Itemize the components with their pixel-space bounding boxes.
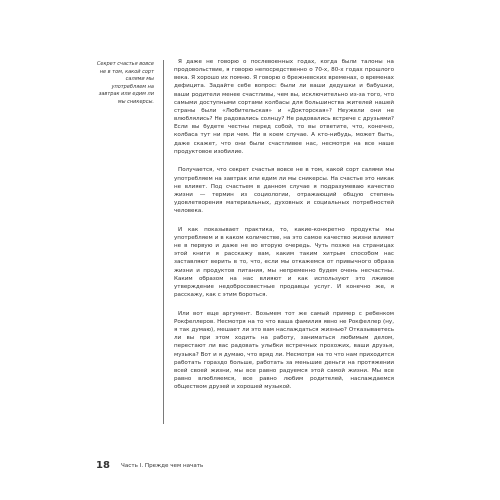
margin-quote: Секрет счастья вовсе не в том, какой сорт салями мы употребляем на завтрак или едим ли мы сникерсы. [96,61,154,105]
main-text [174,58,394,402]
paragraph: И как показывает практика, то, какие-конкретно продукты мы употребляем и в каком количестве, на это самое качество жизни влияет не в первую и даже не во вторую очередь. Чуть позже на страницах этой книги я расскажу вам, каким таким хитрым способом нас заставляют верить в то, что, если мы откажемся от привычного образа жизни и продуктов питания, мы непременно будем очень несчастны. Каким образом на нас влияют и как используют это лживое утверждение недобросовестные продавцы услуг. И конечно же, я расскажу, как с этим бороться. [174,226,394,299]
page-number: 18 [96,460,110,471]
page-footer [96,455,203,474]
margin-divider [163,60,164,424]
paragraph: Или вот еще аргумент. Возьмем тот же самый пример с ребенком Рокфеллеров. Несмотря на то что ваша фамилия явно не Рокфеллер (ну, я так думаю), мешает ли это вам наслаждаться жизнью? Отказываетесь ли вы при этом ходить на работу, заниматься любимым делом, перестают ли вас радовать улыбки встречных прохожих, ваши друзья, музыка? Вот и я думаю, что вряд ли. Несмотря на то что нам приходится работать гораздо больше, работать за меньшие деньги на протяжении всей своей жизни, мы все равно радуемся этой самой жизни. Мы все равно влюбляемся, все равно любим родителей, наслаждаемся обществом друзей и хорошей музыкой. [174,310,394,391]
paragraph: Получается, что секрет счастья вовсе не в том, какой сорт салями мы употребляем на завтрак или едим ли мы сникерсы. На счастье это никак не влияет. Под счастьем в данном случае я подразумеваю качество жизни — термин из социологии, отражающий общую степень удовлетворения материальных, духовных и социальных потребностей человека. [174,167,394,215]
chapter-title: Часть I. Прежде чем начать [121,462,204,469]
paragraph: Я даже не говорю о послевоенных годах, когда были талоны на продовольствие, я говорю непосредственно о 70-х, 80-х годах прошлого века. Я хорошо их помню. Я говорю о брежневских временах, о временах дефицита. Задайте себе вопрос: были ли ваши дедушки и бабушки, ваши родители менее счастливы, чем вы, исключительно из-за того, что самыми доступными сортами колбасы для большинства жителей нашей страны были «Любительская» и «Докторская»? Неужели они не влюблялись? Не радовались солнцу? Не радовались встрече с друзьями? Если вы будете честны перед собой, то вы ответите, что, конечно, колбаса тут ни при чем. Ни в коем случае. А кто-нибудь, может быть, даже скажет, что они были счастливее нас, несмотря на все наше продуктовое изобилие. [174,59,394,155]
